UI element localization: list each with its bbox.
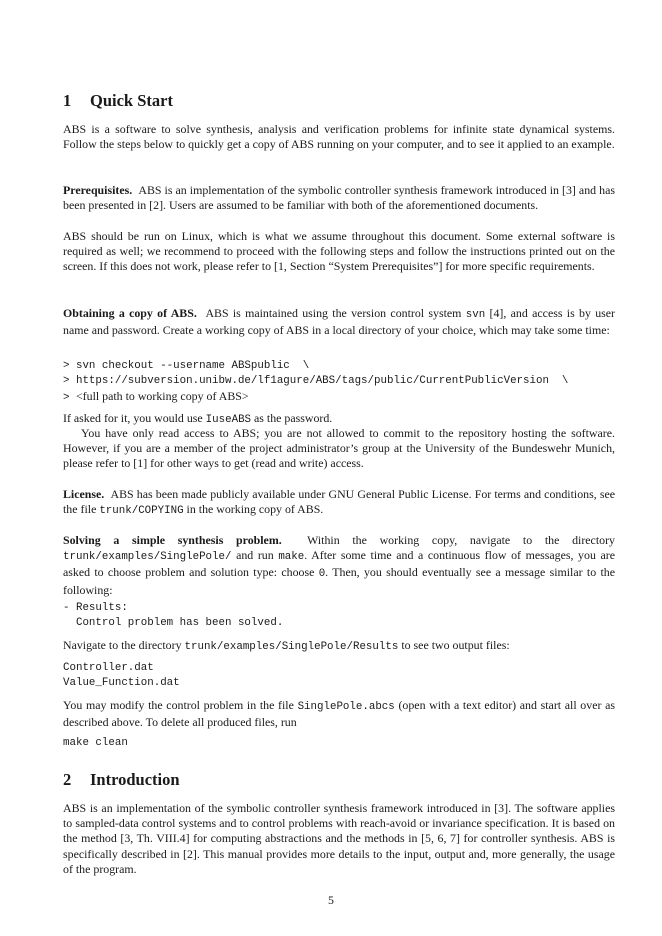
solving-text-c: . After some time and a continuous flow of messages, you are asked to choose problem and solution type: choose: [63, 548, 615, 580]
make-clean-command: make clean: [63, 737, 128, 749]
output-file-2: Value_Function.dat: [63, 677, 180, 689]
navigate-paragraph: [63, 638, 615, 655]
prerequisites-paragraph-2: ABS should be run on Linux, which is what we assume throughout this document. Some external software is required as well; we recommend to proceed with the following steps and follow the instructions printed out on the screen. If this does not work, please refer to [1, Section “System Prerequisites”] for more specific requirements.: [63, 229, 615, 274]
obtaining-paragraph: [63, 306, 615, 338]
solving-paragraph: [63, 533, 615, 598]
results-output-line-2: Control problem has been solved.: [63, 617, 284, 629]
section-2-number: 2: [63, 770, 72, 789]
solving-dir-code: trunk/examples/SinglePole/: [63, 551, 232, 564]
navigate-dir-code: trunk/examples/SinglePole/Results: [184, 641, 399, 653]
modify-paragraph: [63, 698, 615, 730]
obtaining-text-a: ABS is maintained using the version control system: [205, 306, 462, 320]
svn-command-line-3: [63, 389, 249, 406]
license-file-code: trunk/COPYING: [99, 505, 184, 518]
password-text-a: If asked for it, you would use: [63, 411, 203, 425]
make-code: make: [278, 551, 305, 564]
password-code: IuseABS: [205, 414, 252, 426]
svn-command-line-1: > svn checkout --username ABSpublic \: [63, 360, 310, 372]
obtaining-text-b: [4], and access is by user name and password. Create a working copy of ABS in a local directory of your choice, which may take some time:: [63, 306, 616, 338]
output-file-1: Controller.dat: [63, 662, 154, 674]
modify-text-b: (open with a text editor) and start all over as described above. To delete all produced files, run: [63, 698, 615, 730]
svn-command-line-2: > https://subversion.unibw.de/lf1agure/ABS/tags/public/CurrentPublicVersion \: [63, 375, 569, 387]
section-1-number: 1: [63, 91, 72, 110]
access-paragraph: You have only read access to ABS; you are not allowed to commit to the repository hosting the software. However, if you are a member of the project administrator’s group at the University of the Bundeswehr Munich, please refer to [1] for other ways to get (read and write) access.: [63, 426, 615, 471]
section-1-title: Quick Start: [90, 91, 173, 110]
solving-text-b: and run: [236, 548, 274, 563]
solving-text-d: . Then, you should eventually see a message similar to the following:: [63, 565, 615, 597]
navigate-text-a: Navigate to the directory: [63, 638, 182, 652]
prerequisites-paragraph: [63, 183, 615, 213]
introduction-paragraph: ABS is an implementation of the symbolic controller synthesis framework introduced in [3]. The software applies to sampled-data control systems and to control problems with reach-avoid or invariance specification. It is based on the method [3, Th. VIII.4] for computing abstractions and the methods in [5, 6, 7] for controller synthesis. ABS is specifically described in [2]. This manual provides more details to the input, output and, more generally, the usage of the program.: [63, 801, 615, 876]
solving-text-a: Within the working copy, navigate to the directory: [307, 533, 615, 547]
results-output-line-1: - Results:: [63, 602, 128, 614]
modify-text-a: You may modify the control problem in the file: [63, 698, 294, 712]
cmd3-text: <full path to working copy of ABS>: [75, 389, 249, 403]
zero-code: 0: [318, 568, 326, 581]
prerequisites-heading: Prerequisites.: [63, 183, 133, 197]
section-1-heading: [63, 91, 173, 111]
license-text-b: in the working copy of ABS.: [186, 502, 324, 517]
solving-heading: Solving a simple synthesis problem.: [63, 533, 282, 547]
cmd3-prefix: >: [63, 392, 76, 404]
license-paragraph: [63, 487, 615, 519]
prerequisites-text-1: ABS is an implementation of the symbolic controller synthesis framework introduced in [3] and has been presented in [2]. Users are assumed to be familiar with both of the aforementioned documents.: [63, 183, 615, 213]
page-number: 5: [328, 893, 334, 907]
obtaining-heading: Obtaining a copy of ABS.: [63, 306, 197, 320]
section-2-heading: [63, 770, 180, 790]
license-heading: License.: [63, 487, 105, 501]
license-text-a: ABS has been made publicly available under GNU General Public License. For terms and conditions, see the file: [63, 487, 615, 517]
modify-file-code: SinglePole.abcs: [297, 701, 395, 713]
password-text-b: as the password.: [254, 411, 333, 425]
navigate-text-b: to see two output files:: [401, 638, 510, 652]
section-2-title: Introduction: [90, 770, 180, 789]
quick-start-intro: ABS is a software to solve synthesis, analysis and verification problems for infinite state dynamical systems. Follow the steps below to quickly get a copy of ABS running on your computer, and to see it applied to an example.: [63, 122, 615, 152]
svn-code: svn: [465, 309, 486, 321]
